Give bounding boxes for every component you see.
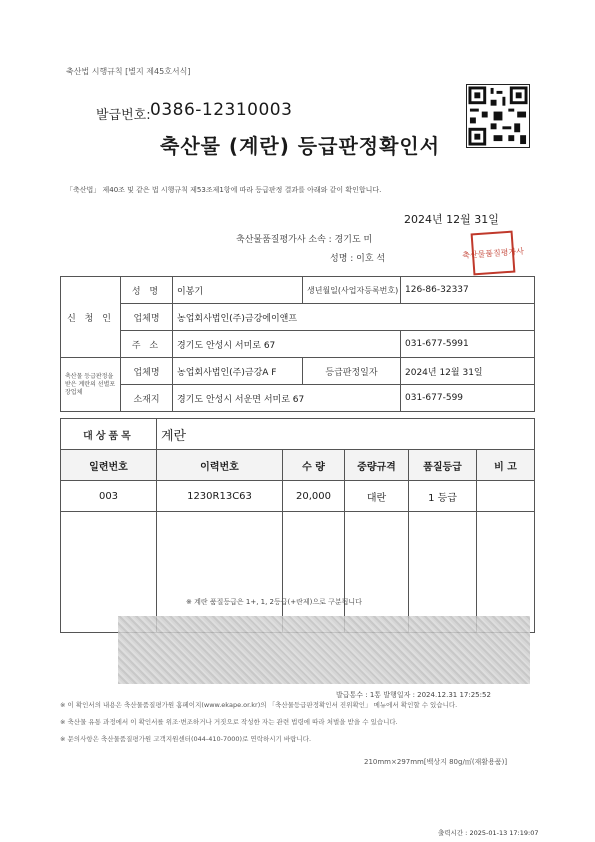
- official-seal-icon: 축산물품질평가사: [471, 231, 516, 276]
- remarks: [477, 481, 535, 512]
- grading-date-value: 2024년 12월 31일: [401, 358, 535, 385]
- name-value: 이봉기: [173, 277, 303, 304]
- issue-info: 발급통수 : 1통 발행일자 : 2024.12.31 17:25:52: [336, 691, 491, 699]
- form-code: 축산법 시행규칙 [별지 제45호서식]: [66, 67, 191, 76]
- column-header: 중량규격: [345, 450, 409, 481]
- bizno-value: 126-86-32337: [401, 277, 535, 304]
- quality-grade: 1 등급: [409, 481, 477, 512]
- quantity: 20,000: [283, 481, 345, 512]
- grade-note: ※ 계란 품질등급은 1+, 1, 2등급(+란제)으로 구분됩니다: [186, 598, 362, 606]
- bizno-label: 생년월일(사업자등록번호): [303, 277, 401, 304]
- weight-grade: 대란: [345, 481, 409, 512]
- confirmation-date: 2024년 12월 31일: [404, 213, 499, 226]
- target-value: 계란: [157, 419, 535, 450]
- column-header: 이력번호: [157, 450, 283, 481]
- table-row: [61, 481, 535, 512]
- name-label: 성 명: [121, 277, 173, 304]
- facility-name-value: 농업회사법인(주)금강A F: [173, 358, 303, 385]
- grading-date-label: 등급판정일자: [303, 358, 401, 385]
- issue-number-label: 발급번호:: [96, 108, 151, 123]
- footer-note: ※ 문의사항은 축산물품질평가원 고객지원센터(044-410-7000)로 연락하시기 바랍니다.: [60, 735, 312, 743]
- target-label: 대상품목: [61, 419, 157, 450]
- company-value: 농업회사법인(주)금강에이앤프: [173, 304, 535, 331]
- footer-note: ※ 축산물 유통 과정에서 이 확인서를 위조·변조하거나 거짓으로 작성한 자는 관련 법령에 따라 처벌을 받을 수 있습니다.: [60, 718, 398, 726]
- applicant-group-label: 신 청 인: [61, 277, 121, 358]
- redacted-area: [118, 616, 530, 684]
- table-header-row: [61, 450, 535, 481]
- table-row: [61, 331, 535, 358]
- location-label: 소재지: [121, 385, 173, 412]
- trace-number: 1230R13C63: [157, 481, 283, 512]
- column-header: 일련번호: [61, 450, 157, 481]
- location-value: 경기도 안성시 서운면 서미로 67: [173, 385, 401, 412]
- paper-spec: 210mm×297mm[백상지 80g/㎡(재활용품)]: [364, 758, 508, 766]
- facility-group-label: 축산물 등급판정을 받은 계란의 선별포장업체: [61, 358, 121, 412]
- column-header: 수 량: [283, 450, 345, 481]
- location-phone: 031-677-599: [401, 385, 535, 412]
- phone-value: 031-677-5991: [401, 331, 535, 358]
- qr-code-icon: [466, 84, 530, 148]
- document-title: 축산물 (계란) 등급판정확인서: [160, 134, 441, 158]
- table-row: [61, 419, 535, 450]
- print-time: 출력시간 : 2025-01-13 17:19:07: [438, 829, 539, 837]
- applicant-table: [60, 276, 534, 412]
- address-value: 경기도 안성시 서미로 67: [173, 331, 401, 358]
- issuer-name: 성명 : 이호 석: [330, 254, 386, 264]
- facility-name-label: 업체명: [121, 358, 173, 385]
- intro-text: 「축산법」 제40조 및 같은 법 시행규칙 제53조제1항에 따라 등급판정 결과를 아래와 같이 확인합니다.: [66, 186, 382, 194]
- table-row: [61, 304, 535, 331]
- table-row: [61, 385, 535, 412]
- column-header: 비 고: [477, 450, 535, 481]
- table-row: [61, 512, 535, 633]
- address-label: 주 소: [121, 331, 173, 358]
- table-row: [61, 277, 535, 304]
- issue-number: 0386-12310003: [150, 100, 293, 120]
- footer-note: ※ 이 확인서의 내용은 축산물품질평가원 홈페이지(www.ekape.or.kr)의 「축산물등급판정확인서 진위확인」 메뉴에서 확인할 수 있습니다.: [60, 701, 458, 709]
- serial-number: 003: [61, 481, 157, 512]
- issuer-affiliation: 축산물품질평가사 소속 : 경기도 미: [236, 235, 373, 245]
- company-label: 업체명: [121, 304, 173, 331]
- column-header: 품질등급: [409, 450, 477, 481]
- table-row: [61, 358, 535, 385]
